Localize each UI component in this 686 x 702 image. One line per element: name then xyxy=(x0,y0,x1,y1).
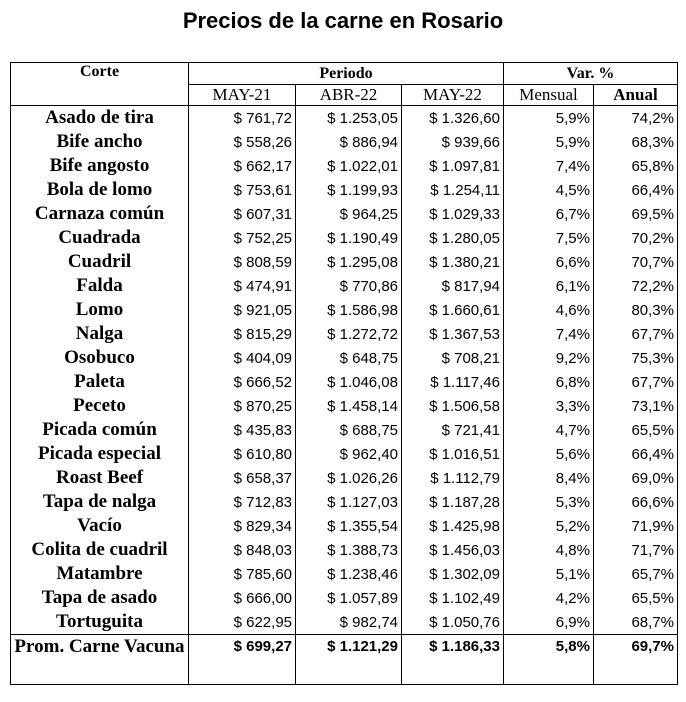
cell-abr22: $ 1.046,08 xyxy=(296,370,402,394)
cell-abr22: $ 1.199,93 xyxy=(296,178,402,202)
header-variacion: Var. % xyxy=(504,63,678,85)
cell-abr22: $ 688,75 xyxy=(296,418,402,442)
cell-corte: Matambre xyxy=(11,562,189,586)
cell-may21: $ 808,59 xyxy=(189,250,296,274)
cell-corte: Paleta xyxy=(11,370,189,394)
cell-anual: 65,7% xyxy=(594,562,678,586)
cell-may22: $ 721,41 xyxy=(402,418,504,442)
cell-anual: 66,4% xyxy=(594,178,678,202)
cell-may21: $ 829,34 xyxy=(189,514,296,538)
cell-may22: $ 1.367,53 xyxy=(402,322,504,346)
cell-mensual: 4,7% xyxy=(504,418,594,442)
cell-corte: Picada especial xyxy=(11,442,189,466)
cell-mensual: 6,7% xyxy=(504,202,594,226)
cell-may21: $ 435,83 xyxy=(189,418,296,442)
header-anual: Anual xyxy=(594,85,678,106)
cell-abr22: $ 770,86 xyxy=(296,274,402,298)
table-row xyxy=(11,202,678,226)
cell-anual: 74,2% xyxy=(594,106,678,131)
cell-anual: 67,7% xyxy=(594,370,678,394)
cell-mensual: 7,5% xyxy=(504,226,594,250)
cell-may21: $ 815,29 xyxy=(189,322,296,346)
table-row xyxy=(11,106,678,131)
cell-corte: Colita de cuadril xyxy=(11,538,189,562)
cell-may21: $ 753,61 xyxy=(189,178,296,202)
cell-corte: Vacío xyxy=(11,514,189,538)
header-periodo: Periodo xyxy=(189,63,504,85)
table-row xyxy=(11,154,678,178)
header-may22: MAY-22 xyxy=(402,85,504,106)
cell-mensual: 4,6% xyxy=(504,298,594,322)
cell-abr22: $ 962,40 xyxy=(296,442,402,466)
cell-corte: Picada común xyxy=(11,418,189,442)
cell-may21: $ 785,60 xyxy=(189,562,296,586)
header-mensual: Mensual xyxy=(504,85,594,106)
cell-mensual: 6,8% xyxy=(504,370,594,394)
cell-may22: $ 1.187,28 xyxy=(402,490,504,514)
cell-corte: Nalga xyxy=(11,322,189,346)
total-mensual: 5,8% xyxy=(504,635,594,685)
cell-anual: 70,7% xyxy=(594,250,678,274)
cell-corte: Roast Beef xyxy=(11,466,189,490)
cell-may22: $ 1.425,98 xyxy=(402,514,504,538)
cell-mensual: 5,9% xyxy=(504,130,594,154)
cell-may22: $ 1.097,81 xyxy=(402,154,504,178)
cell-corte: Tapa de asado xyxy=(11,586,189,610)
cell-anual: 65,5% xyxy=(594,586,678,610)
cell-abr22: $ 1.057,89 xyxy=(296,586,402,610)
table-row xyxy=(11,130,678,154)
cell-may21: $ 870,25 xyxy=(189,394,296,418)
table-row xyxy=(11,610,678,635)
cell-mensual: 6,1% xyxy=(504,274,594,298)
cell-may21: $ 622,95 xyxy=(189,610,296,635)
cell-mensual: 4,5% xyxy=(504,178,594,202)
cell-abr22: $ 1.586,98 xyxy=(296,298,402,322)
cell-abr22: $ 1.253,05 xyxy=(296,106,402,131)
cell-mensual: 5,6% xyxy=(504,442,594,466)
cell-corte: Tapa de nalga xyxy=(11,490,189,514)
cell-anual: 65,8% xyxy=(594,154,678,178)
cell-anual: 65,5% xyxy=(594,418,678,442)
cell-may22: $ 1.506,58 xyxy=(402,394,504,418)
cell-may22: $ 1.016,51 xyxy=(402,442,504,466)
cell-may22: $ 1.117,46 xyxy=(402,370,504,394)
cell-abr22: $ 982,74 xyxy=(296,610,402,635)
cell-corte: Bola de lomo xyxy=(11,178,189,202)
cell-may21: $ 712,83 xyxy=(189,490,296,514)
cell-corte: Cuadril xyxy=(11,250,189,274)
cell-may21: $ 658,37 xyxy=(189,466,296,490)
table-row xyxy=(11,442,678,466)
page-title: Precios de la carne en Rosario xyxy=(182,8,504,33)
table-row xyxy=(11,418,678,442)
cell-may22: $ 1.112,79 xyxy=(402,466,504,490)
price-table xyxy=(10,62,678,685)
cell-corte: Carnaza común xyxy=(11,202,189,226)
cell-may22: $ 817,94 xyxy=(402,274,504,298)
cell-may21: $ 848,03 xyxy=(189,538,296,562)
total-corte: Prom. Carne Vacuna xyxy=(11,635,189,685)
cell-may21: $ 404,09 xyxy=(189,346,296,370)
cell-may21: $ 474,91 xyxy=(189,274,296,298)
cell-mensual: 5,9% xyxy=(504,106,594,131)
cell-mensual: 8,4% xyxy=(504,466,594,490)
cell-may21: $ 666,00 xyxy=(189,586,296,610)
cell-anual: 68,3% xyxy=(594,130,678,154)
total-may21: $ 699,27 xyxy=(189,635,296,685)
cell-anual: 69,0% xyxy=(594,466,678,490)
cell-may22: $ 1.254,11 xyxy=(402,178,504,202)
cell-may21: $ 666,52 xyxy=(189,370,296,394)
cell-abr22: $ 1.458,14 xyxy=(296,394,402,418)
cell-corte: Asado de tira xyxy=(11,106,189,131)
cell-may22: $ 708,21 xyxy=(402,346,504,370)
cell-corte: Bife angosto xyxy=(11,154,189,178)
table-row xyxy=(11,538,678,562)
cell-mensual: 5,2% xyxy=(504,514,594,538)
cell-anual: 80,3% xyxy=(594,298,678,322)
total-anual: 69,7% xyxy=(594,635,678,685)
cell-anual: 67,7% xyxy=(594,322,678,346)
cell-anual: 71,7% xyxy=(594,538,678,562)
cell-may22: $ 1.050,76 xyxy=(402,610,504,635)
cell-mensual: 9,2% xyxy=(504,346,594,370)
cell-may21: $ 921,05 xyxy=(189,298,296,322)
header-corte: Corte xyxy=(11,63,189,106)
cell-anual: 70,2% xyxy=(594,226,678,250)
cell-mensual: 3,3% xyxy=(504,394,594,418)
table-row xyxy=(11,514,678,538)
cell-mensual: 7,4% xyxy=(504,154,594,178)
cell-mensual: 6,9% xyxy=(504,610,594,635)
cell-may22: $ 1.380,21 xyxy=(402,250,504,274)
cell-abr22: $ 1.272,72 xyxy=(296,322,402,346)
cell-anual: 66,4% xyxy=(594,442,678,466)
total-abr22: $ 1.121,29 xyxy=(296,635,402,685)
cell-may21: $ 610,80 xyxy=(189,442,296,466)
cell-abr22: $ 964,25 xyxy=(296,202,402,226)
cell-mensual: 5,1% xyxy=(504,562,594,586)
cell-abr22: $ 1.388,73 xyxy=(296,538,402,562)
table-body xyxy=(11,106,678,635)
cell-corte: Tortuguita xyxy=(11,610,189,635)
cell-anual: 71,9% xyxy=(594,514,678,538)
cell-may22: $ 1.029,33 xyxy=(402,202,504,226)
table-row xyxy=(11,370,678,394)
table-row xyxy=(11,394,678,418)
cell-may21: $ 761,72 xyxy=(189,106,296,131)
cell-corte: Bife ancho xyxy=(11,130,189,154)
table-row xyxy=(11,466,678,490)
cell-mensual: 6,6% xyxy=(504,250,594,274)
total-row xyxy=(11,635,678,685)
cell-may22: $ 1.326,60 xyxy=(402,106,504,131)
cell-mensual: 4,2% xyxy=(504,586,594,610)
cell-corte: Peceto xyxy=(11,394,189,418)
header-may21: MAY-21 xyxy=(189,85,296,106)
table-row xyxy=(11,298,678,322)
cell-anual: 75,3% xyxy=(594,346,678,370)
cell-anual: 66,6% xyxy=(594,490,678,514)
cell-may21: $ 607,31 xyxy=(189,202,296,226)
table-row xyxy=(11,562,678,586)
cell-anual: 73,1% xyxy=(594,394,678,418)
cell-may22: $ 1.302,09 xyxy=(402,562,504,586)
cell-may22: $ 939,66 xyxy=(402,130,504,154)
cell-corte: Osobuco xyxy=(11,346,189,370)
table-row xyxy=(11,250,678,274)
table-row xyxy=(11,226,678,250)
table-row xyxy=(11,346,678,370)
cell-may21: $ 662,17 xyxy=(189,154,296,178)
cell-abr22: $ 1.238,46 xyxy=(296,562,402,586)
cell-may21: $ 752,25 xyxy=(189,226,296,250)
cell-corte: Falda xyxy=(11,274,189,298)
cell-may22: $ 1.280,05 xyxy=(402,226,504,250)
cell-may22: $ 1.660,61 xyxy=(402,298,504,322)
cell-mensual: 7,4% xyxy=(504,322,594,346)
cell-may22: $ 1.102,49 xyxy=(402,586,504,610)
cell-mensual: 5,3% xyxy=(504,490,594,514)
table-row xyxy=(11,322,678,346)
cell-may22: $ 1.456,03 xyxy=(402,538,504,562)
cell-corte: Cuadrada xyxy=(11,226,189,250)
cell-abr22: $ 648,75 xyxy=(296,346,402,370)
cell-anual: 72,2% xyxy=(594,274,678,298)
cell-abr22: $ 1.026,26 xyxy=(296,466,402,490)
cell-abr22: $ 1.190,49 xyxy=(296,226,402,250)
table-row xyxy=(11,274,678,298)
cell-corte: Lomo xyxy=(11,298,189,322)
cell-abr22: $ 1.022,01 xyxy=(296,154,402,178)
table-row xyxy=(11,586,678,610)
cell-anual: 68,7% xyxy=(594,610,678,635)
total-may22: $ 1.186,33 xyxy=(402,635,504,685)
cell-mensual: 4,8% xyxy=(504,538,594,562)
cell-abr22: $ 1.127,03 xyxy=(296,490,402,514)
cell-abr22: $ 886,94 xyxy=(296,130,402,154)
cell-anual: 69,5% xyxy=(594,202,678,226)
header-abr22: ABR-22 xyxy=(296,85,402,106)
table-row xyxy=(11,178,678,202)
cell-may21: $ 558,26 xyxy=(189,130,296,154)
cell-abr22: $ 1.295,08 xyxy=(296,250,402,274)
cell-abr22: $ 1.355,54 xyxy=(296,514,402,538)
table-row xyxy=(11,490,678,514)
